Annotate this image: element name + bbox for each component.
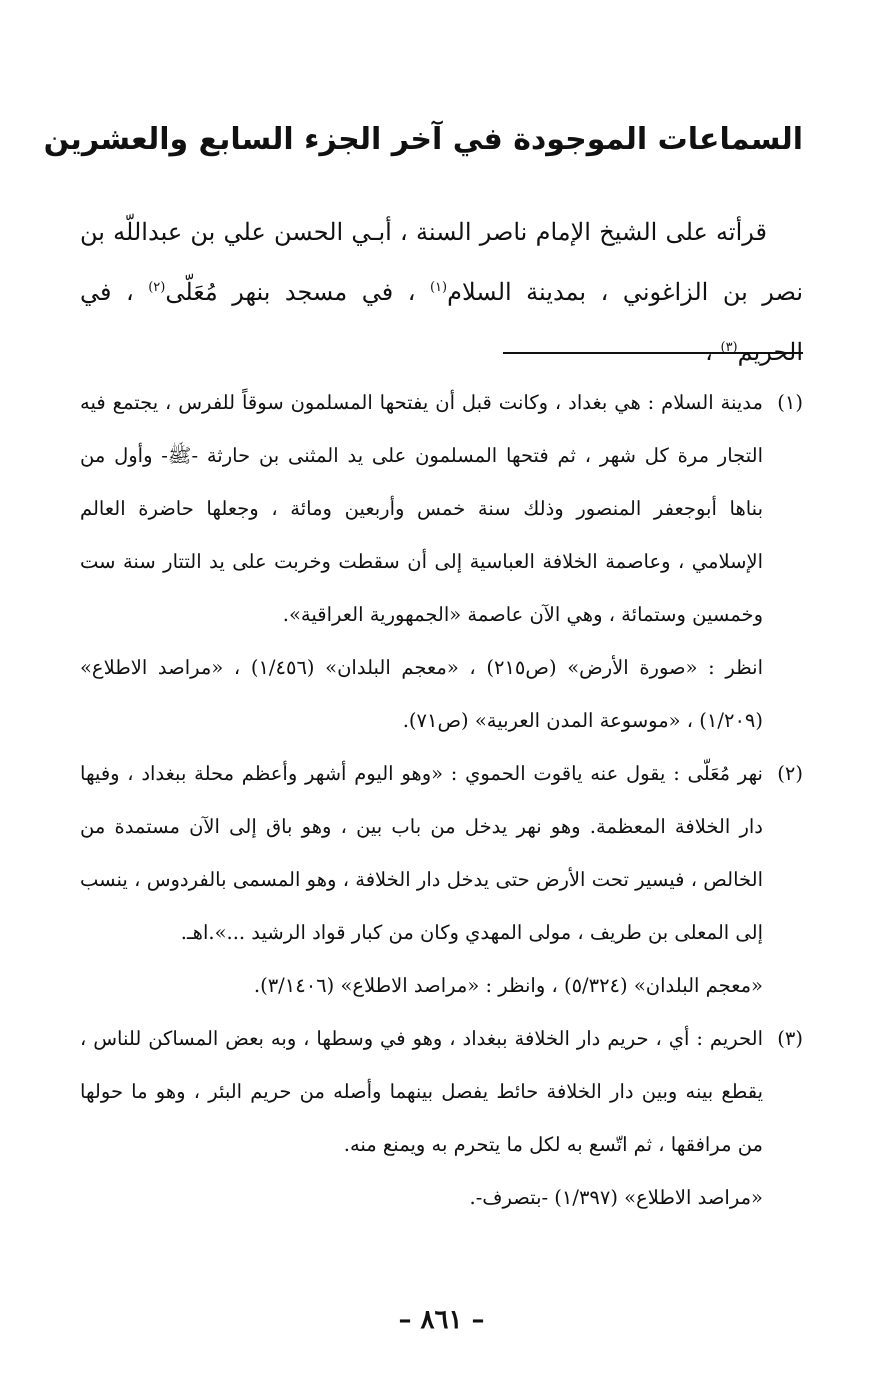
footnote-ref-2: (٢) [148, 280, 166, 295]
page-number: – ٨٦١ – [398, 1305, 485, 1335]
footnote-3-source: «مراصد الاطلاع» (١/٣٩٧) -بتصرف-. [469, 1186, 763, 1209]
footnote-2 [80, 747, 803, 1012]
main-text-part-3: ، في الحريم [80, 278, 803, 366]
book-page [43, 0, 804, 1390]
main-text-part-4: ، [705, 338, 721, 366]
footnote-ref-3: (٣) [720, 340, 738, 355]
main-text-part-1: قرأته على الشيخ الإمام ناصر السنة ، أبـي الحسن علي بن عبداللّه بن نصر بن الزاغوني ، بمدينة السلام [80, 218, 804, 306]
footnote-1-number: (١) [777, 391, 803, 414]
footnote-2-paragraph [80, 747, 803, 959]
footnote-3 [80, 1012, 803, 1224]
footnote-3-paragraph [80, 1012, 803, 1171]
main-text-part-2: ، في مسجد بنهر مُعَلّى [165, 278, 430, 306]
footnote-3-text: الحريم : أي ، حريم دار الخلافة ببغداد ، وهو في وسطها ، وبه بعض المساكن للناس ، يقطع بينه وبين دار الخلافة حائط يفصل بينهما وأصله من حريم البئر ، وهو ما حولها من مرافقها ، ثم اتّسع به لكل ما يتحرم به ويمنع منه. [80, 1027, 763, 1156]
footnote-2-source: «معجم البلدان» (٥/٣٢٤) ، وانظر : «مراصد الاطلاع» (٣/١٤٠٦). [253, 974, 763, 997]
footnotes-section [80, 376, 803, 1224]
page-title: السماعات الموجودة في آخر الجزء السابع والعشرين [43, 122, 803, 157]
main-paragraph [80, 202, 803, 382]
footnote-2-text: نهر مُعَلّى : يقول عنه ياقوت الحموي : «وهو اليوم أشهر وأعظم محلة ببغداد ، وفيها دار الخلافة المعظمة. وهو نهر يدخل من باب بين ، وهو باق إلى الآن مستمدة من الخالص ، فيسير تحت الأرض حتى يدخل دار الخلافة ، وهو المسمى بالفردوس ، ينسب إلى المعلى بن طريف ، مولى المهدي وكان من كبار قواد الرشيد ...».اهـ. [80, 762, 763, 944]
footnote-1-paragraph [80, 376, 803, 641]
footnote-separator [503, 352, 803, 354]
footnote-2-number: (٢) [777, 762, 803, 785]
footnote-1-text: مدينة السلام : هي بغداد ، وكانت قبل أن يفتحها المسلمون سوقاً للفرس ، يجتمع فيه التجار مرة كل شهر ، ثم فتحها المسلمون على يد المثنى بن حارثة -ﷺ- وأول من بناها أبوجعفر المنصور وذلك سنة خمس وأربعين ومائة ، وجعلها حاضرة العالم الإسلامي ، وعاصمة الخلافة العباسية إلى أن سقطت وخربت على يد التتار سنة ست وخمسين وستمائة ، وهي الآن عاصمة «الجمهورية العراقية». [80, 391, 763, 626]
footnote-1-source: انظر : «صورة الأرض» (ص٢١٥) ، «معجم البلدان» (١/٤٥٦) ، «مراصد الاطلاع» (١/٢٠٩) ، «موسوعة المدن العربية» (ص٧١). [80, 656, 763, 732]
footnote-3-number: (٣) [777, 1027, 803, 1050]
footnote-ref-1: (١) [429, 280, 448, 295]
footnote-1 [80, 376, 803, 747]
